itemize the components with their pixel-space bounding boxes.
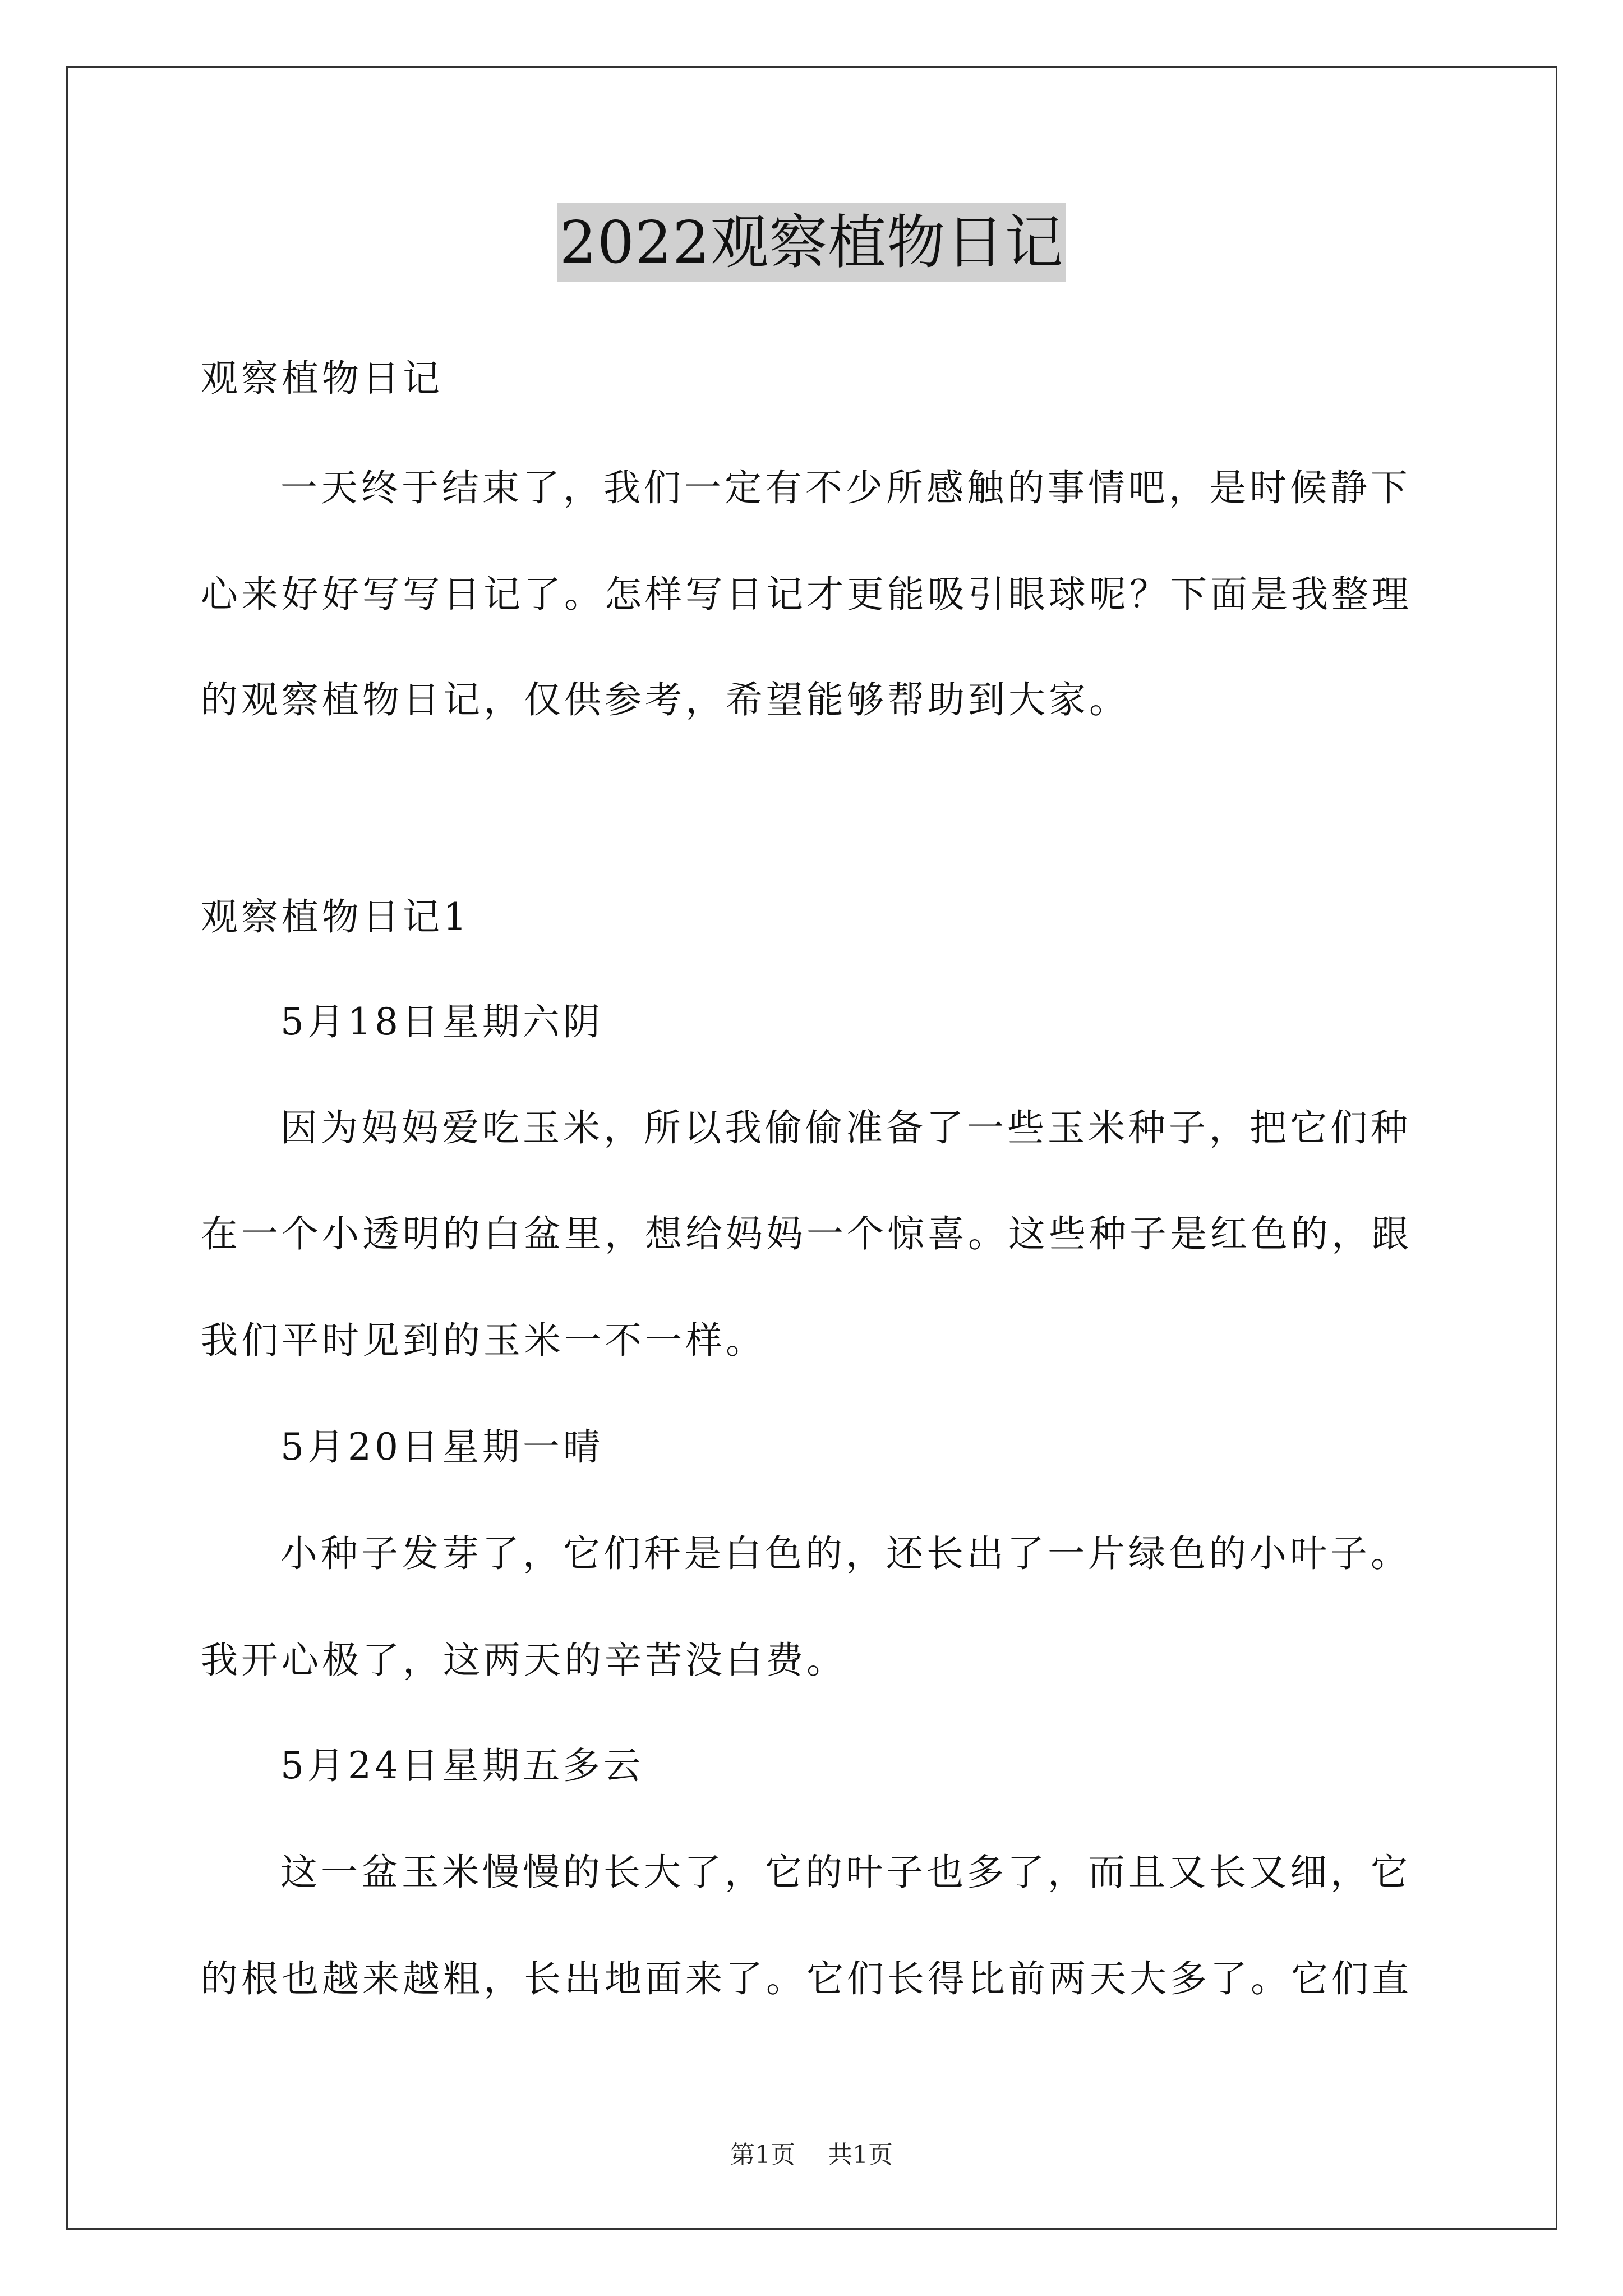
document-title: 2022观察植物日记 — [557, 203, 1066, 282]
subtitle: 观察植物日记 — [201, 357, 443, 400]
intro-line: 的观察植物日记，仅供参考，希望能够帮助到大家。 — [201, 678, 1129, 721]
page-footer — [0, 2138, 1623, 2172]
page-number: 第1页 — [730, 2141, 795, 2169]
entry-line: 这一盆玉米慢慢的长大了，它的叶子也多了，而且又长又细，它 — [280, 1851, 1411, 1894]
entry-line: 我开心极了，这两天的辛苦没白费。 — [201, 1639, 847, 1682]
entry-date: 5月24日星期五多云 — [280, 1744, 644, 1787]
entry-line: 在一个小透明的白盆里，想给妈妈一个惊喜。这些种子是红色的，跟 — [201, 1212, 1412, 1255]
intro-line: 一天终于结束了，我们一定有不少所感触的事情吧，是时候静下 — [280, 466, 1411, 509]
section-heading: 观察植物日记1 — [201, 895, 470, 938]
intro-line: 心来好好写写日记了。怎样写日记才更能吸引眼球呢？下面是我整理 — [201, 573, 1412, 616]
entry-line: 因为妈妈爱吃玉米，所以我偷偷准备了一些玉米种子，把它们种 — [280, 1106, 1411, 1149]
title-container — [0, 203, 1623, 282]
entry-date: 5月18日星期六阴 — [280, 1000, 603, 1043]
entry-line: 小种子发芽了，它们秆是白色的，还长出了一片绿色的小叶子。 — [280, 1532, 1411, 1575]
entry-line: 的根也越来越粗，长出地面来了。它们长得比前两天大多了。它们直 — [201, 1957, 1412, 2000]
page-total: 共1页 — [828, 2141, 893, 2169]
entry-date: 5月20日星期一晴 — [280, 1425, 603, 1469]
entry-line: 我们平时见到的玉米一不一样。 — [201, 1319, 766, 1362]
